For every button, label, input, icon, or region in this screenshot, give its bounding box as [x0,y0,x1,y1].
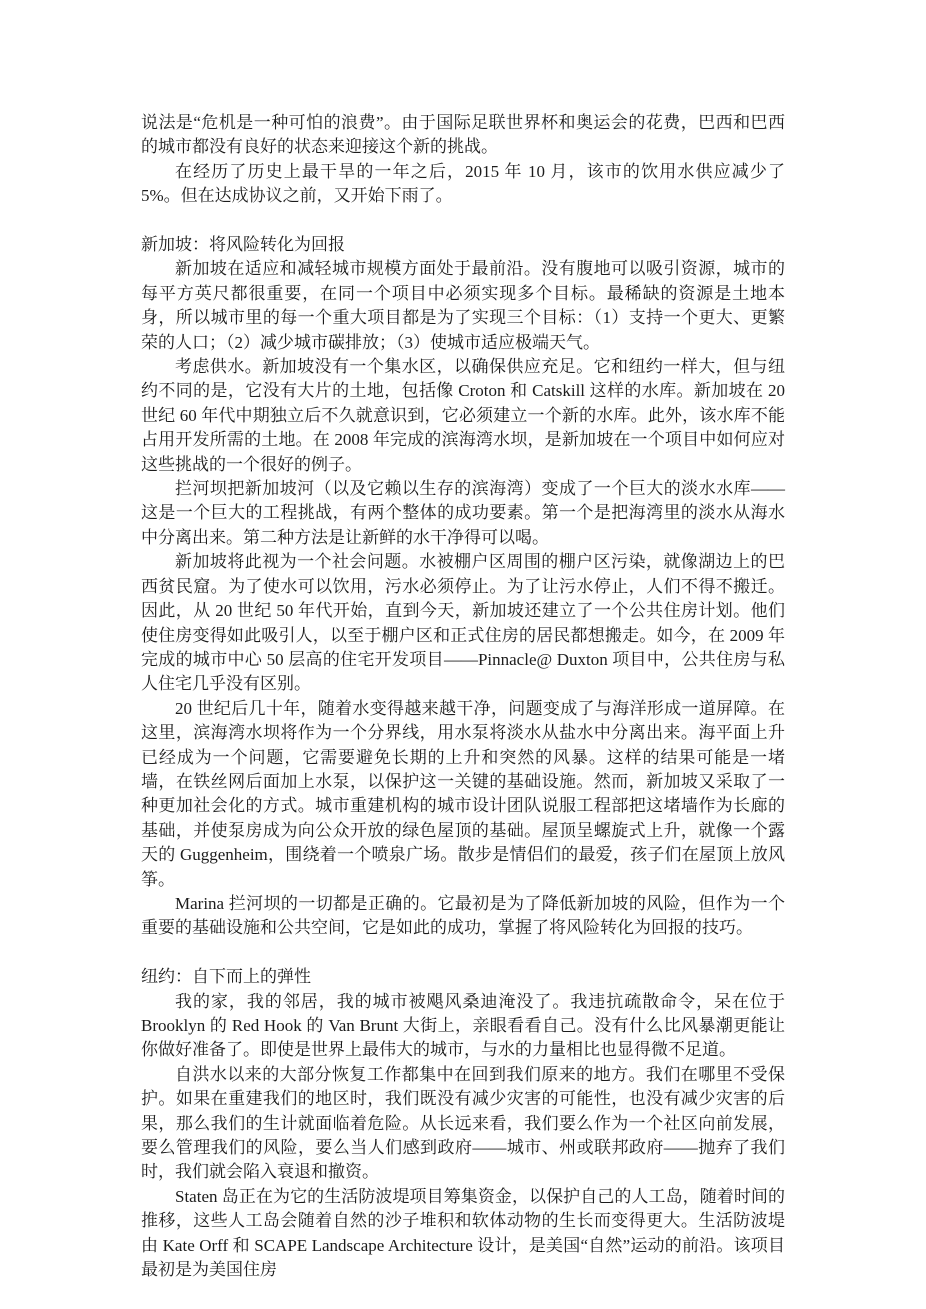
paragraph-recovery-risk: 自洪水以来的大部分恢复工作都集中在回到我们原来的地方。我们在哪里不受保护。如果在重建我们的地区时，我们既没有减少灾害的可能性，也没有减少灾害的后果，那么我们的生计就面临着危险。从长远来看，我们要么作为一个社区向前发展，要么管理我们的风险，要么当人们感到政府——城市、州或联邦政府——抛弃了我们时，我们就会陷入衰退和撤资。 [141,1064,785,1182]
paragraph-brazil-crisis-continued: 说法是“危机是一种可怕的浪费”。由于国际足联世界杯和奥运会的花费，巴西和巴西的城市都没有良好的状态来迎接这个新的挑战。 [141,113,785,157]
paragraph-marina-success: Marina 拦河坝的一切都是正确的。它最初是为了降低新加坡的风险，但作为一个重要的基础设施和公共空间，它是如此的成功，掌握了将风险转化为回报的技巧。 [141,893,785,938]
paragraph-drought-and-rain: 在经历了历史上最干旱的一年之后，2015 年 10 月，该市的饮用水供应减少了 5%。但在达成协议之前，又开始下雨了。 [141,161,785,206]
heading-singapore: 新加坡：将风险转化为回报 [141,235,345,255]
paragraph-sea-barrier-green-roof: 20 世纪后几十年，随着水变得越来越干净，问题变成了与海洋形成一道屏障。在这里，滨海湾水坝将作为一个分界线，用水泵将淡水从盐水中分离出来。海平面上升已经成为一个问题，它需要避免长期的上升和突然的风暴。这样的结果可能是一堵墙，在铁丝网后面加上水泵，以保护这一关键的基础设施。然而，新加坡又采取了一种更加社会化的方式。城市重建机构的城市设计团队说服工程部把这堵墙作为长廊的基础，并使泵房成为向公众开放的绿色屋顶的基础。屋顶呈螺旋式上升，就像一个露天的 Guggenheim，围绕着一个喷泉广场。散步是情侣们的最爱，孩子们在屋顶上放风筝。 [141,698,785,889]
paragraph-water-supply: 考虑供水。新加坡没有一个集水区，以确保供应充足。它和纽约一样大，但与纽约不同的是，它没有大片的土地，包括像 Croton 和 Catskill 这样的水库。新加坡在 20 世纪 60 年代中期独立后不久就意识到，它必须建立一个新的水库。此外，该水库不能占用开发所需的土地。在 2008 年完成的滨海湾水坝，是新加坡在一个项目中如何应对这些挑战的一个很好的例子。 [141,357,785,474]
heading-new-york: 纽约：自下而上的弹性 [141,967,311,987]
paragraph-hurricane-sandy: 我的家，我的邻居，我的城市被飓风桑迪淹没了。我违抗疏散命令，呆在位于 Brooklyn 的 Red Hook 的 Van Brunt 大街上，亲眼看看自己。没有什么比风暴潮更能让你做好准备了。即使是世界上最伟大的城市，与水的力量相比也显得微不足道。 [141,991,785,1060]
paragraph-barrage-reservoir: 拦河坝把新加坡河（以及它赖以生存的滨海湾）变成了一个巨大的淡水水库——这是一个巨大的工程挑战，有两个整体的成功要素。第一个是把海湾里的淡水从海水中分离出来。第二种方法是让新鲜的水干净得可以喝。 [141,479,785,547]
paragraph-singapore-three-goals: 新加坡在适应和减轻城市规模方面处于最前沿。没有腹地可以吸引资源，城市的每平方英尺都很重要，在同一个项目中必须实现多个目标。最稀缺的资源是土地本身，所以城市里的每一个重大项目都是为了实现三个目标：（1）支持一个更大、更繁荣的人口；（2）减少城市碳排放；（3）使城市适应极端天气。 [141,259,785,352]
paragraph-social-problem-housing: 新加坡将此视为一个社会问题。水被棚户区周围的棚户区污染，就像湖边上的巴西贫民窟。为了使水可以饮用，污水必须停止。为了让污水停止，人们不得不搬迁。因此，从 20 世纪 50 年代开始，直到今天，新加坡还建立了一个公共住房计划。他们使住房变得如此吸引人，以至于棚户区和正式住房的居民都想搬走。如今，在 2009 年完成的城市中心 50 层高的住宅开发项目——Pinnacle@ Duxton 项目中，公共住房与私人住宅几乎没有区别。 [141,552,785,694]
paragraph-staten-living-breakwaters: Staten 岛正在为它的生活防波堤项目筹集资金，以保护自己的人工岛，随着时间的推移，这些人工岛会随着自然的沙子堆积和软体动物的生长而变得更大。生活防波堤由 Kate Orff 和 SCAPE Landscape Architecture 设计，是美国“自然”运动的前沿。该项目最初是为美国住房 [141,1186,785,1280]
